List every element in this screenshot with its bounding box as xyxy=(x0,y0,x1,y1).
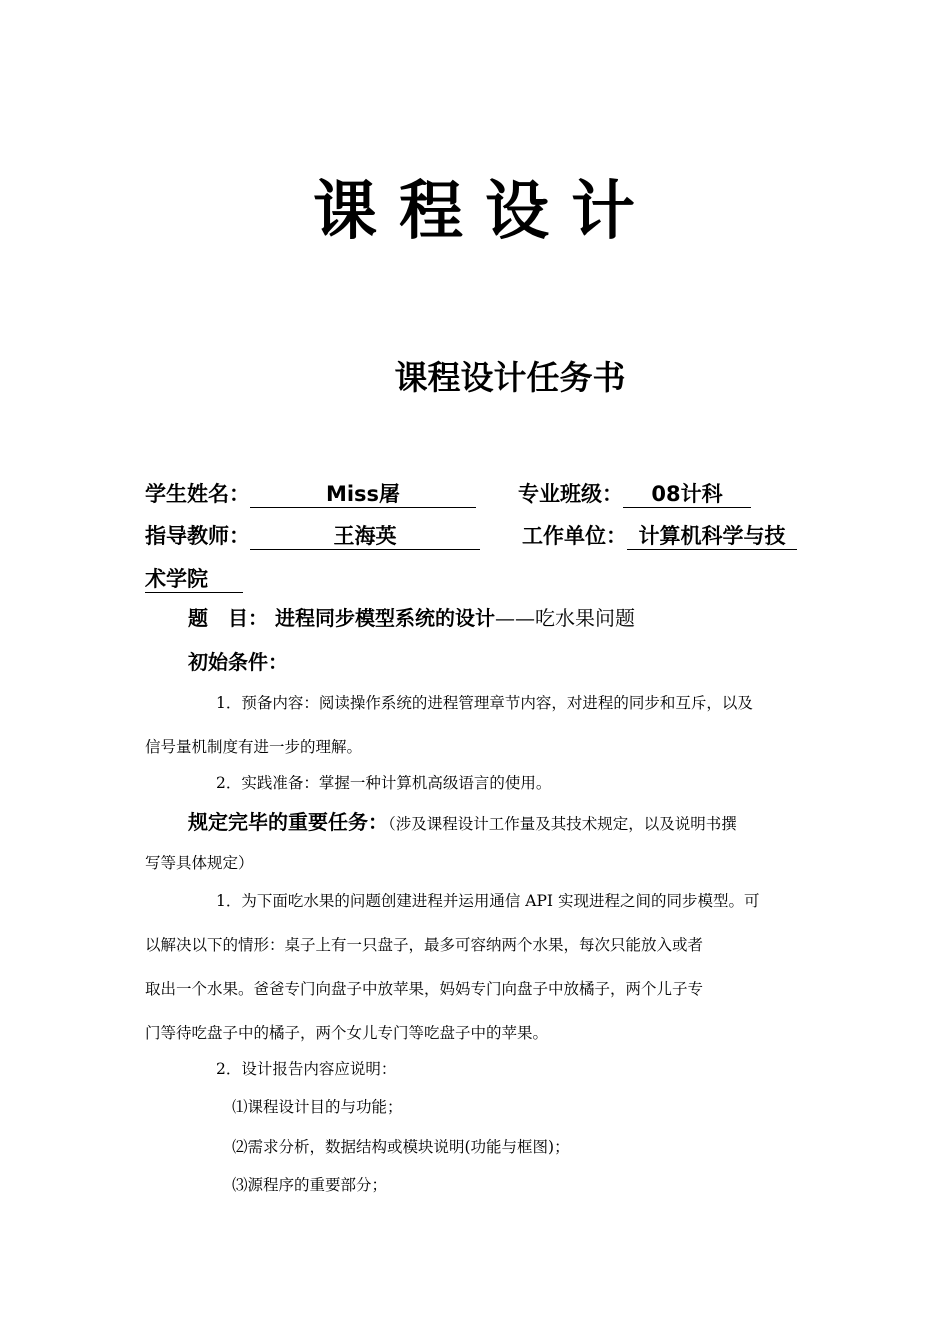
task-item-1-line-1: 1．为下面吃水果的问题创建进程并运用通信 API 实现进程之间的同步模型。可 xyxy=(216,892,760,910)
student-name-row xyxy=(145,479,476,509)
task-item-2: 2．设计报告内容应说明： xyxy=(216,1060,397,1078)
teacher-label: 指导教师： xyxy=(145,524,250,548)
tasks-heading: 规定完毕的重要任务： xyxy=(188,810,388,834)
task-item-1-line-3: 取出一个水果。爸爸专门向盘子中放苹果，妈妈专门向盘子中放橘子，两个儿子专 xyxy=(145,980,704,998)
unit-row xyxy=(522,521,797,551)
initial-item-1-line-2: 信号量机制度有进一步的理解。 xyxy=(145,738,363,756)
topic-title-bold: 进程同步模型系统的设计 xyxy=(274,606,495,630)
task-item-1-line-2: 以解决以下的情形：桌子上有一只盘子，最多可容纳两个水果，每次只能放入或者 xyxy=(145,936,704,954)
initial-conditions-heading: 初始条件： xyxy=(188,650,288,674)
topic-row xyxy=(188,604,635,632)
cover-title: 课程设计 xyxy=(313,175,657,249)
teacher-row xyxy=(145,521,480,551)
task-sub-item-2: ⑵需求分析，数据结构或模块说明(功能与框图)； xyxy=(232,1138,570,1156)
initial-item-1-line-1: 1．预备内容：阅读操作系统的进程管理章节内容，对进程的同步和互斥，以及 xyxy=(216,694,753,712)
unit-label: 工作单位： xyxy=(522,524,627,548)
topic-title-subtitle: ——吃水果问题 xyxy=(494,606,635,630)
tasks-heading-row xyxy=(188,808,737,838)
initial-item-2: 2．实践准备：掌握一种计算机高级语言的使用。 xyxy=(216,774,552,792)
task-sub-item-3: ⑶源程序的重要部分； xyxy=(232,1176,388,1194)
student-name-label: 学生姓名： xyxy=(145,482,250,506)
unit-value-line2: 术学院 xyxy=(145,566,243,593)
class-value: 08计科 xyxy=(623,481,751,508)
teacher-value: 王海英 xyxy=(250,523,480,550)
student-name-value: Miss屠 xyxy=(250,481,476,508)
task-item-1-line-4: 门等待吃盘子中的橘子，两个女儿专门等吃盘子中的苹果。 xyxy=(145,1024,549,1042)
task-sub-item-1: ⑴课程设计目的与功能； xyxy=(232,1098,403,1116)
tasks-note-line-2: 写等具体规定） xyxy=(145,854,254,872)
class-row xyxy=(518,479,751,509)
topic-label: 题 目： xyxy=(188,606,268,630)
tasks-note-line-1: （涉及课程设计工作量及其技术规定，以及说明书撰 xyxy=(388,815,737,833)
unit-value-line1: 计算机科学与技 xyxy=(627,523,797,550)
unit-row-continued xyxy=(145,564,243,594)
task-book-title: 课程设计任务书 xyxy=(394,358,626,397)
class-label: 专业班级： xyxy=(518,482,623,506)
